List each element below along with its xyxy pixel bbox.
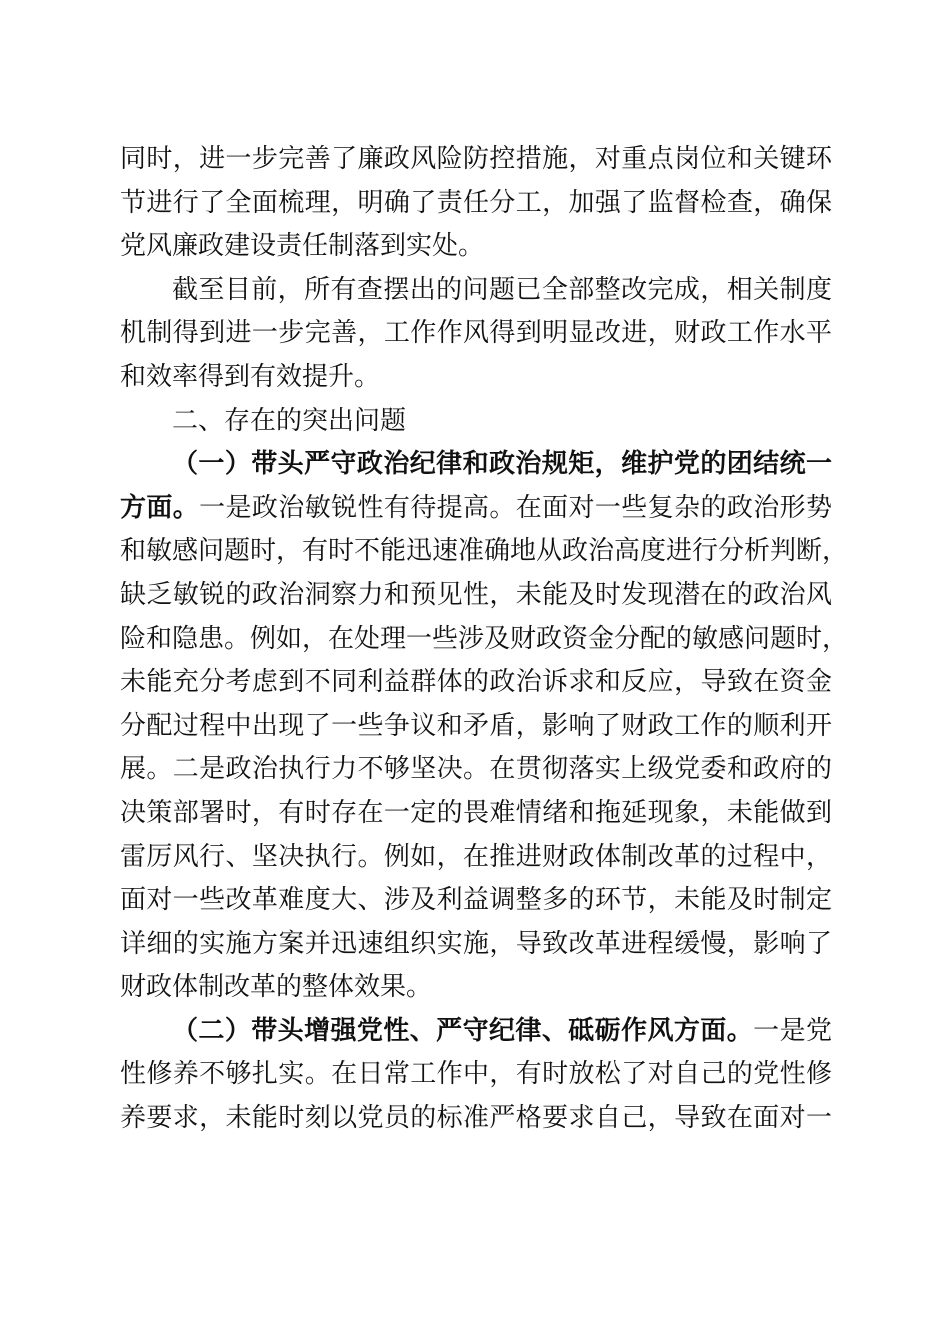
paragraph-line: 和效率得到有效提升。	[120, 361, 381, 392]
document-body	[120, 138, 849, 1141]
paragraph-line: 党风廉政建设责任制落到实处。	[120, 231, 485, 262]
paragraph-line: 险和隐患。例如，在处理一些涉及财政资金分配的敏感问题时，	[120, 623, 849, 654]
paragraph-line: 分配过程中出现了一些争议和矛盾，影响了财政工作的顺利开	[120, 710, 832, 741]
paragraph-line	[120, 487, 832, 531]
paragraph-line: 雷厉风行、坚决执行。例如，在推进财政体制改革的过程中，	[120, 841, 832, 872]
paragraph-line: 未能充分考虑到不同利益群体的政治诉求和反应，导致在资金	[120, 667, 832, 698]
paragraph-line: 缺乏敏锐的政治洞察力和预见性，未能及时发现潜在的政治风	[120, 579, 832, 610]
paragraph-line: 面对一些改革难度大、涉及利益调整多的环节，未能及时制定	[120, 885, 832, 916]
paragraph-line: 详细的实施方案并迅速组织实施，导致改革进程缓慢，影响了	[120, 928, 832, 959]
paragraph-line: 决策部署时，有时存在一定的畏难情绪和拖延现象，未能做到	[120, 797, 832, 828]
paragraph-line: 截至目前，所有查摆出的问题已全部整改完成，相关制度	[172, 274, 832, 305]
paragraph-line: 机制得到进一步完善，工作作风得到明显改进，财政工作水平	[120, 318, 832, 349]
subsection-title: （一）带头严守政治纪律和政治规矩，维护党的团结统一	[172, 449, 832, 480]
paragraph-line: 养要求，未能时刻以党员的标准严格要求自己，导致在面对一	[120, 1103, 832, 1134]
section-heading: 二、存在的突出问题	[172, 405, 407, 436]
paragraph-line: 节进行了全面梳理，明确了责任分工，加强了监督检查，确保	[120, 187, 832, 218]
subsection-title: （二）带头增强党性、严守纪律、砥砺作风方面。	[172, 1015, 754, 1046]
subsection-title-end: 方面。	[120, 492, 200, 523]
paragraph-line: 展。二是政治执行力不够坚决。在贯彻落实上级党委和政府的	[120, 754, 832, 785]
paragraph-line: 财政体制改革的整体效果。	[120, 972, 433, 1003]
paragraph-text: 一是政治敏锐性有待提高。在面对一些复杂的政治形势	[199, 492, 832, 523]
paragraph-line: 性修养不够扎实。在日常工作中，有时放松了对自己的党性修	[120, 1059, 832, 1090]
paragraph-line: 同时，进一步完善了廉政风险防控措施，对重点岗位和关键环	[120, 144, 832, 174]
paragraph-line: 和敏感问题时，有时不能迅速准确地从政治高度进行分析判断，	[120, 536, 849, 567]
paragraph-line	[120, 1010, 832, 1054]
paragraph-text: 一是党	[753, 1015, 832, 1046]
